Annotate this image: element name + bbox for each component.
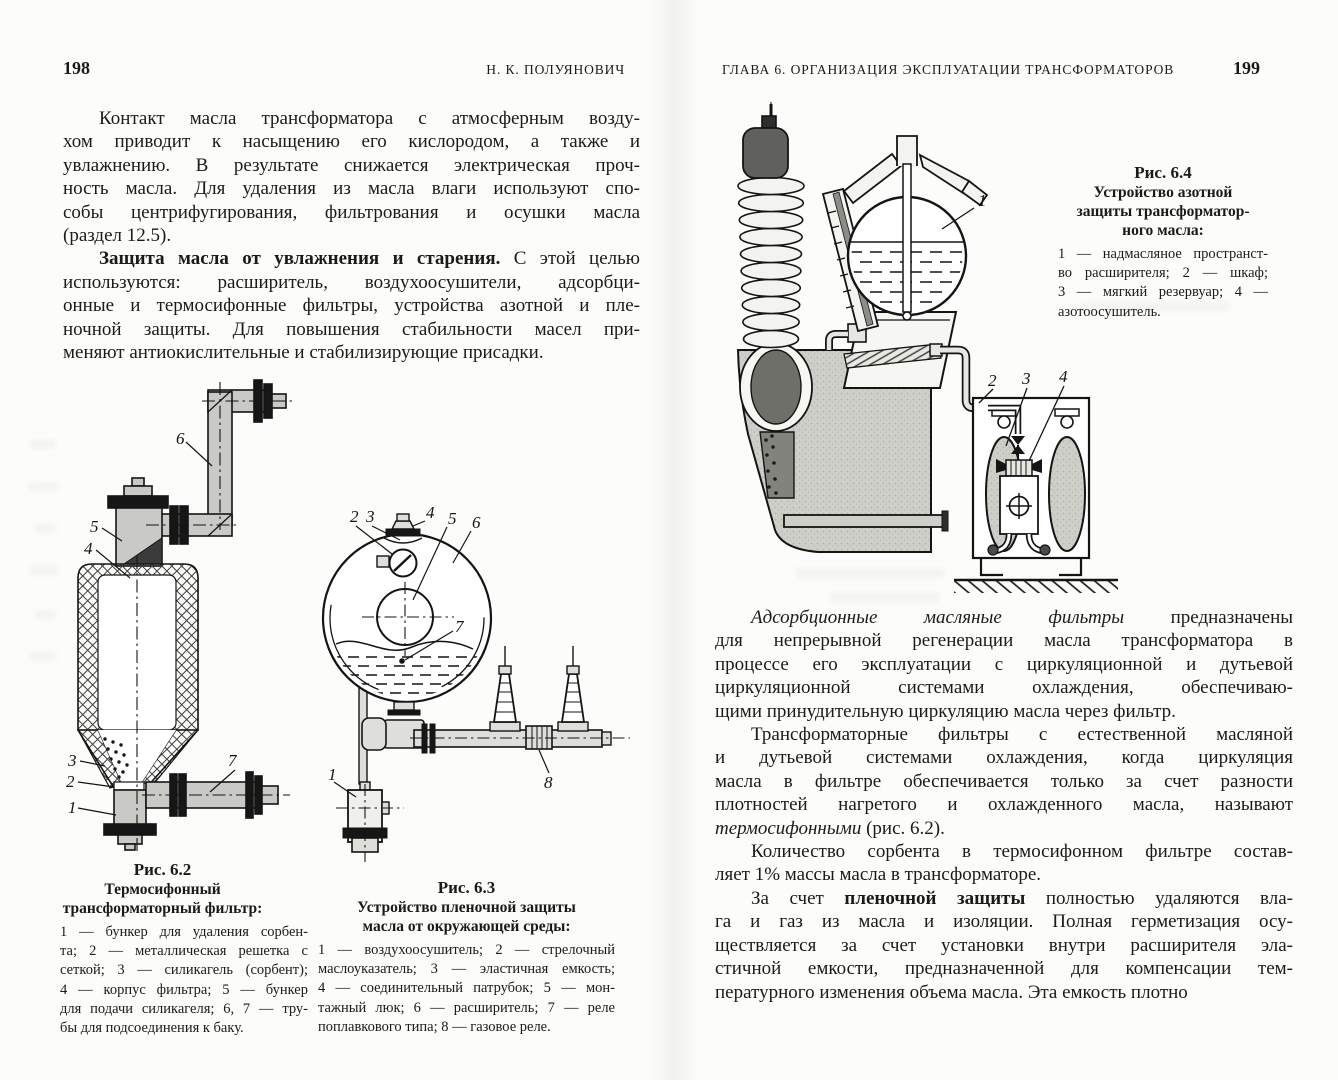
callout-4: 4 xyxy=(426,503,435,522)
expander-and-piping xyxy=(823,136,988,408)
callout-3: 3 xyxy=(68,751,77,770)
callout-7: 7 xyxy=(455,617,464,636)
left-body-text xyxy=(63,107,640,364)
left-page-number: 198 xyxy=(63,58,90,78)
figure-6-4-legend: 1 — надмасляное пространст- во расширителя; 2 — шкаф; 3 — мягкий резервуар; 4 — азотоосушитель. xyxy=(1058,246,1268,320)
paragraph: Защита масла от увлажнения и старения. С этой целью используются: расширитель, воздухоосушители, адсорбци- онные и термосифонные фильтры, устройства азотной и пле- ночной защиты. Для повышения стабильности масел при- меняют антиокислительные и стабилизирующие присадки. xyxy=(63,248,640,364)
right-body-text xyxy=(715,606,1293,1004)
figure-6-3-title: Рис. 6.3 xyxy=(437,878,496,897)
left-running-head: Н. К. ПОЛУЯНОВИЧ xyxy=(486,62,625,77)
expander-assembly xyxy=(323,514,611,852)
figure-6-2-title: Рис. 6.2 xyxy=(133,860,192,879)
figure-6-3-legend: 1 — воздухоосушитель; 2 — стрелочный маслоуказатель; 3 — эластичная емкость; 4 — соединительный патрубок; 5 — мон- тажный люк; 6 — расширитель; 7 — реле поплавкового типа; 8 — газовое реле. xyxy=(318,942,615,1035)
callout-3: 3 xyxy=(1022,369,1031,388)
bleed-through-artifact xyxy=(30,652,56,661)
callout-2: 2 xyxy=(988,371,997,390)
bleed-through-artifact xyxy=(28,482,58,491)
paragraph: Контакт масла трансформатора с атмосферным возду- хом приводит к насыщению его кислородом, а также и увлажнению. В результате снижается электрическая проч- ность масла. Для удаления из масла влаги используют спо- собы центрифугирования, фильтрования и осушки масла (раздел 12.5). xyxy=(63,108,640,247)
figure-6-4-caption xyxy=(1058,163,1268,322)
figure-6-4-subtitle: Устройство азотной защиты трансформатор- ного масла: xyxy=(1076,184,1250,239)
paragraph: За счет пленочной защиты полностью удаляются вла- га и газ из масла и изоляции. Полная герметизация осу- ществляется за счет установки внутри расширителя эла- стичной емкости, предназначенной для компенсации тем- пературного изменения объема масла. Эта емкость плотно xyxy=(715,887,1294,1003)
callout-1: 1 xyxy=(978,191,987,210)
paragraph: Количество сорбента в термосифонном фильтре состав- ляет 1% массы масла в трансформаторе. xyxy=(715,841,1293,886)
callout-7: 7 xyxy=(228,751,237,770)
filter-pipework xyxy=(78,380,286,850)
bleed-through-artifact xyxy=(30,440,56,449)
bleed-through-artifact xyxy=(34,524,56,533)
callout-2: 2 xyxy=(66,772,75,791)
bleed-through-artifact xyxy=(30,566,58,575)
bushing-insulator xyxy=(738,104,804,348)
callout-5: 5 xyxy=(448,509,457,528)
callout-4: 4 xyxy=(84,539,93,558)
callout-3: 3 xyxy=(366,507,375,526)
figure-6-4-title: Рис. 6.4 xyxy=(1134,163,1192,182)
paragraph: Адсорбционные масляные фильтры предназначены для непрерывной регенерации масла трансформатора в процессе его эксплуатации с циркуляционной и дутьевой циркуляционной системами охлаждения, обеспечиваю- щими принудительную циркуляцию масла через фильтр. xyxy=(715,607,1294,722)
figure-6-2-caption xyxy=(60,860,308,1038)
callout-6: 6 xyxy=(472,513,481,532)
figure-callout-numbers xyxy=(978,191,1068,390)
callout-4: 4 xyxy=(1059,367,1068,386)
bleed-through-artifact xyxy=(34,610,56,619)
callout-2: 2 xyxy=(350,507,359,526)
figure-6-2-thermosiphon-filter-drawing xyxy=(58,378,328,856)
figure-6-3-caption xyxy=(318,878,615,1037)
callout-5: 5 xyxy=(90,517,99,536)
callout-6: 6 xyxy=(176,429,185,448)
callout-1: 1 xyxy=(68,798,77,817)
figure-6-3-subtitle: Устройство пленочной защиты масла от окружающей среды: xyxy=(357,899,576,935)
nitrogen-cabinet xyxy=(954,398,1118,593)
page-gutter-shadow xyxy=(648,0,700,1080)
right-running-head: ГЛАВА 6. ОРГАНИЗАЦИЯ ЭКСПЛУАТАЦИИ ТРАНСФОРМАТОРОВ xyxy=(722,62,1175,77)
right-page-number: 199 xyxy=(1233,58,1260,78)
paragraph: Трансформаторные фильтры с естественной масляной и дутьевой системами охлаждения, когда циркуляция масла в фильтре обеспечивается только за счет разности плотностей нагретого и охлажденного масла, называют термосифонными (рис. 6.2). xyxy=(715,724,1293,839)
figure-6-2-subtitle: Термосифонный трансформаторный фильтр: xyxy=(62,881,263,917)
figure-6-3-film-protection-drawing xyxy=(306,496,638,868)
figure-6-2-legend: 1 — бункер для удаления сорбен- та; 2 — металлическая решетка с сеткой; 3 — силикагель (сорбент); 4 — корпус фильтра; 5 — бункер для подачи силикагеля; 6, 7 — тру- бы для подсоединения к баку. xyxy=(60,924,308,1037)
callout-1: 1 xyxy=(328,765,337,784)
callout-8: 8 xyxy=(544,773,553,792)
